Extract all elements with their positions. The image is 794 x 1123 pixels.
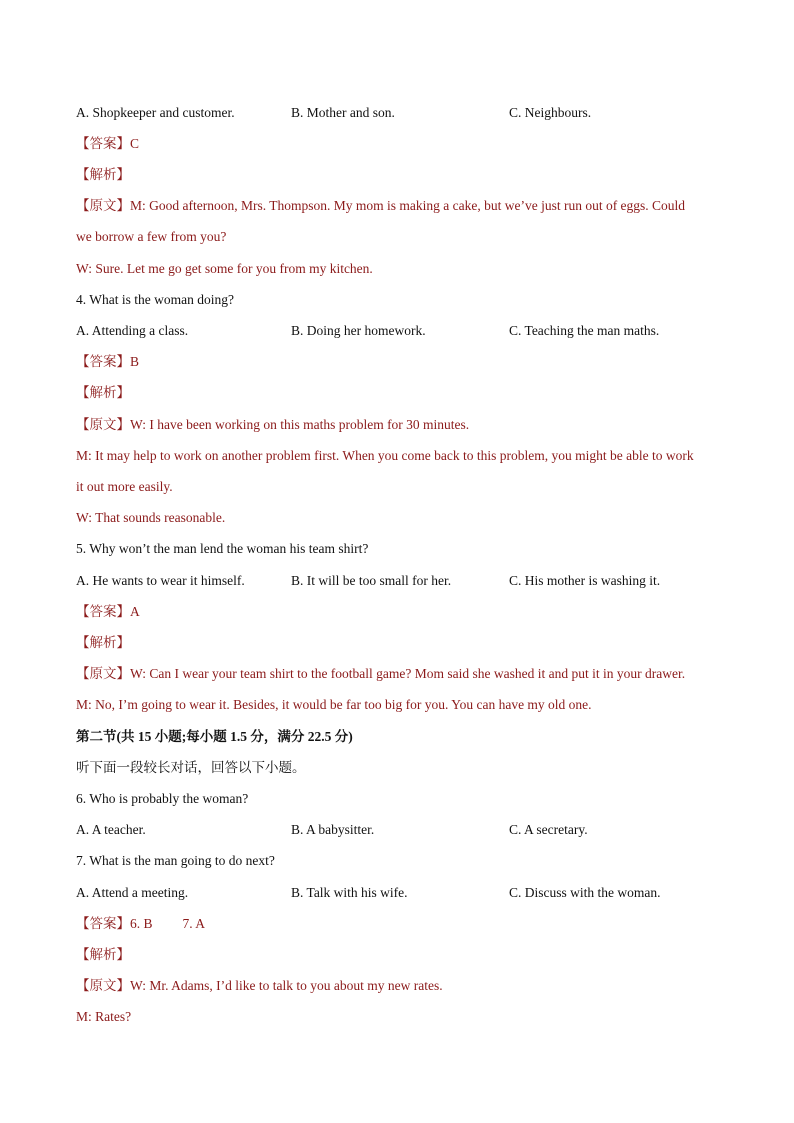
q3-answer: 【答案】C [76,136,140,151]
q5-option-a: A. He wants to wear it himself. [76,573,245,588]
q7-option-a: A. Attend a meeting. [76,885,189,900]
q5-answer: 【答案】A [76,604,140,619]
section2-instruction: 听下面一段较长对话，回答以下小题。 [76,760,306,775]
q3-transcript-line: 【原文】M: Good afternoon, Mrs. Thompson. My mom is making a cake, but we’ve just run out of eggs. Could [76,198,686,213]
q4-analysis: 【解析】 [76,385,130,400]
q7-option-c: C. Discuss with the woman. [509,885,661,900]
q4-transcript-line: it out more easily. [76,479,173,494]
q5-option-c: C. His mother is washing it. [509,573,661,588]
q4-option-b: B. Doing her homework. [291,323,426,338]
q3-option-a: A. Shopkeeper and customer. [76,105,235,120]
q67-answer-first: 【答案】6. B [76,916,153,931]
q4-transcript-line: M: It may help to work on another problem first. When you come back to this problem, you might be able to work [76,448,694,463]
q5-transcript-line: M: No, I’m going to wear it. Besides, it would be far too big for you. You can have my old one. [76,697,592,712]
q7-option-b: B. Talk with his wife. [291,885,408,900]
q6-option-a: A. A teacher. [76,822,146,837]
q6-question: 6. Who is probably the woman? [76,791,249,806]
q4-option-a: A. Attending a class. [76,323,189,338]
q3-transcript-line: W: Sure. Let me go get some for you from my kitchen. [76,261,373,276]
q3-option-b: B. Mother and son. [291,105,395,120]
q4-transcript-line: 【原文】W: I have been working on this maths problem for 30 minutes. [76,417,470,432]
q3-analysis: 【解析】 [76,167,130,182]
q67-answer [76,915,736,933]
section2-heading: 第二节(共 15 小题;每小题 1.5 分，满分 22.5 分) [76,729,353,744]
q3-option-c: C. Neighbours. [509,105,592,120]
q5-analysis: 【解析】 [76,635,130,650]
q4-answer: 【答案】B [76,354,140,369]
q6-option-b: B. A babysitter. [291,822,375,837]
q5-question: 5. Why won’t the man lend the woman his team shirt? [76,541,369,556]
q5-transcript-line: 【原文】W: Can I wear your team shirt to the football game? Mom said she washed it and put it in your drawer. [76,666,686,681]
q67-analysis: 【解析】 [76,947,130,962]
q3-transcript-line: we borrow a few from you? [76,229,227,244]
q67-answer-second: 7. A [182,916,206,931]
q4-transcript-line: W: That sounds reasonable. [76,510,226,525]
q4-question: 4. What is the woman doing? [76,292,234,307]
q6-option-c: C. A secretary. [509,822,588,837]
q5-option-b: B. It will be too small for her. [291,573,452,588]
q7-question: 7. What is the man going to do next? [76,853,275,868]
q4-option-c: C. Teaching the man maths. [509,323,660,338]
q67-transcript-line: 【原文】W: Mr. Adams, I’d like to talk to you about my new rates. [76,978,443,993]
q67-transcript-line: M: Rates? [76,1009,132,1024]
